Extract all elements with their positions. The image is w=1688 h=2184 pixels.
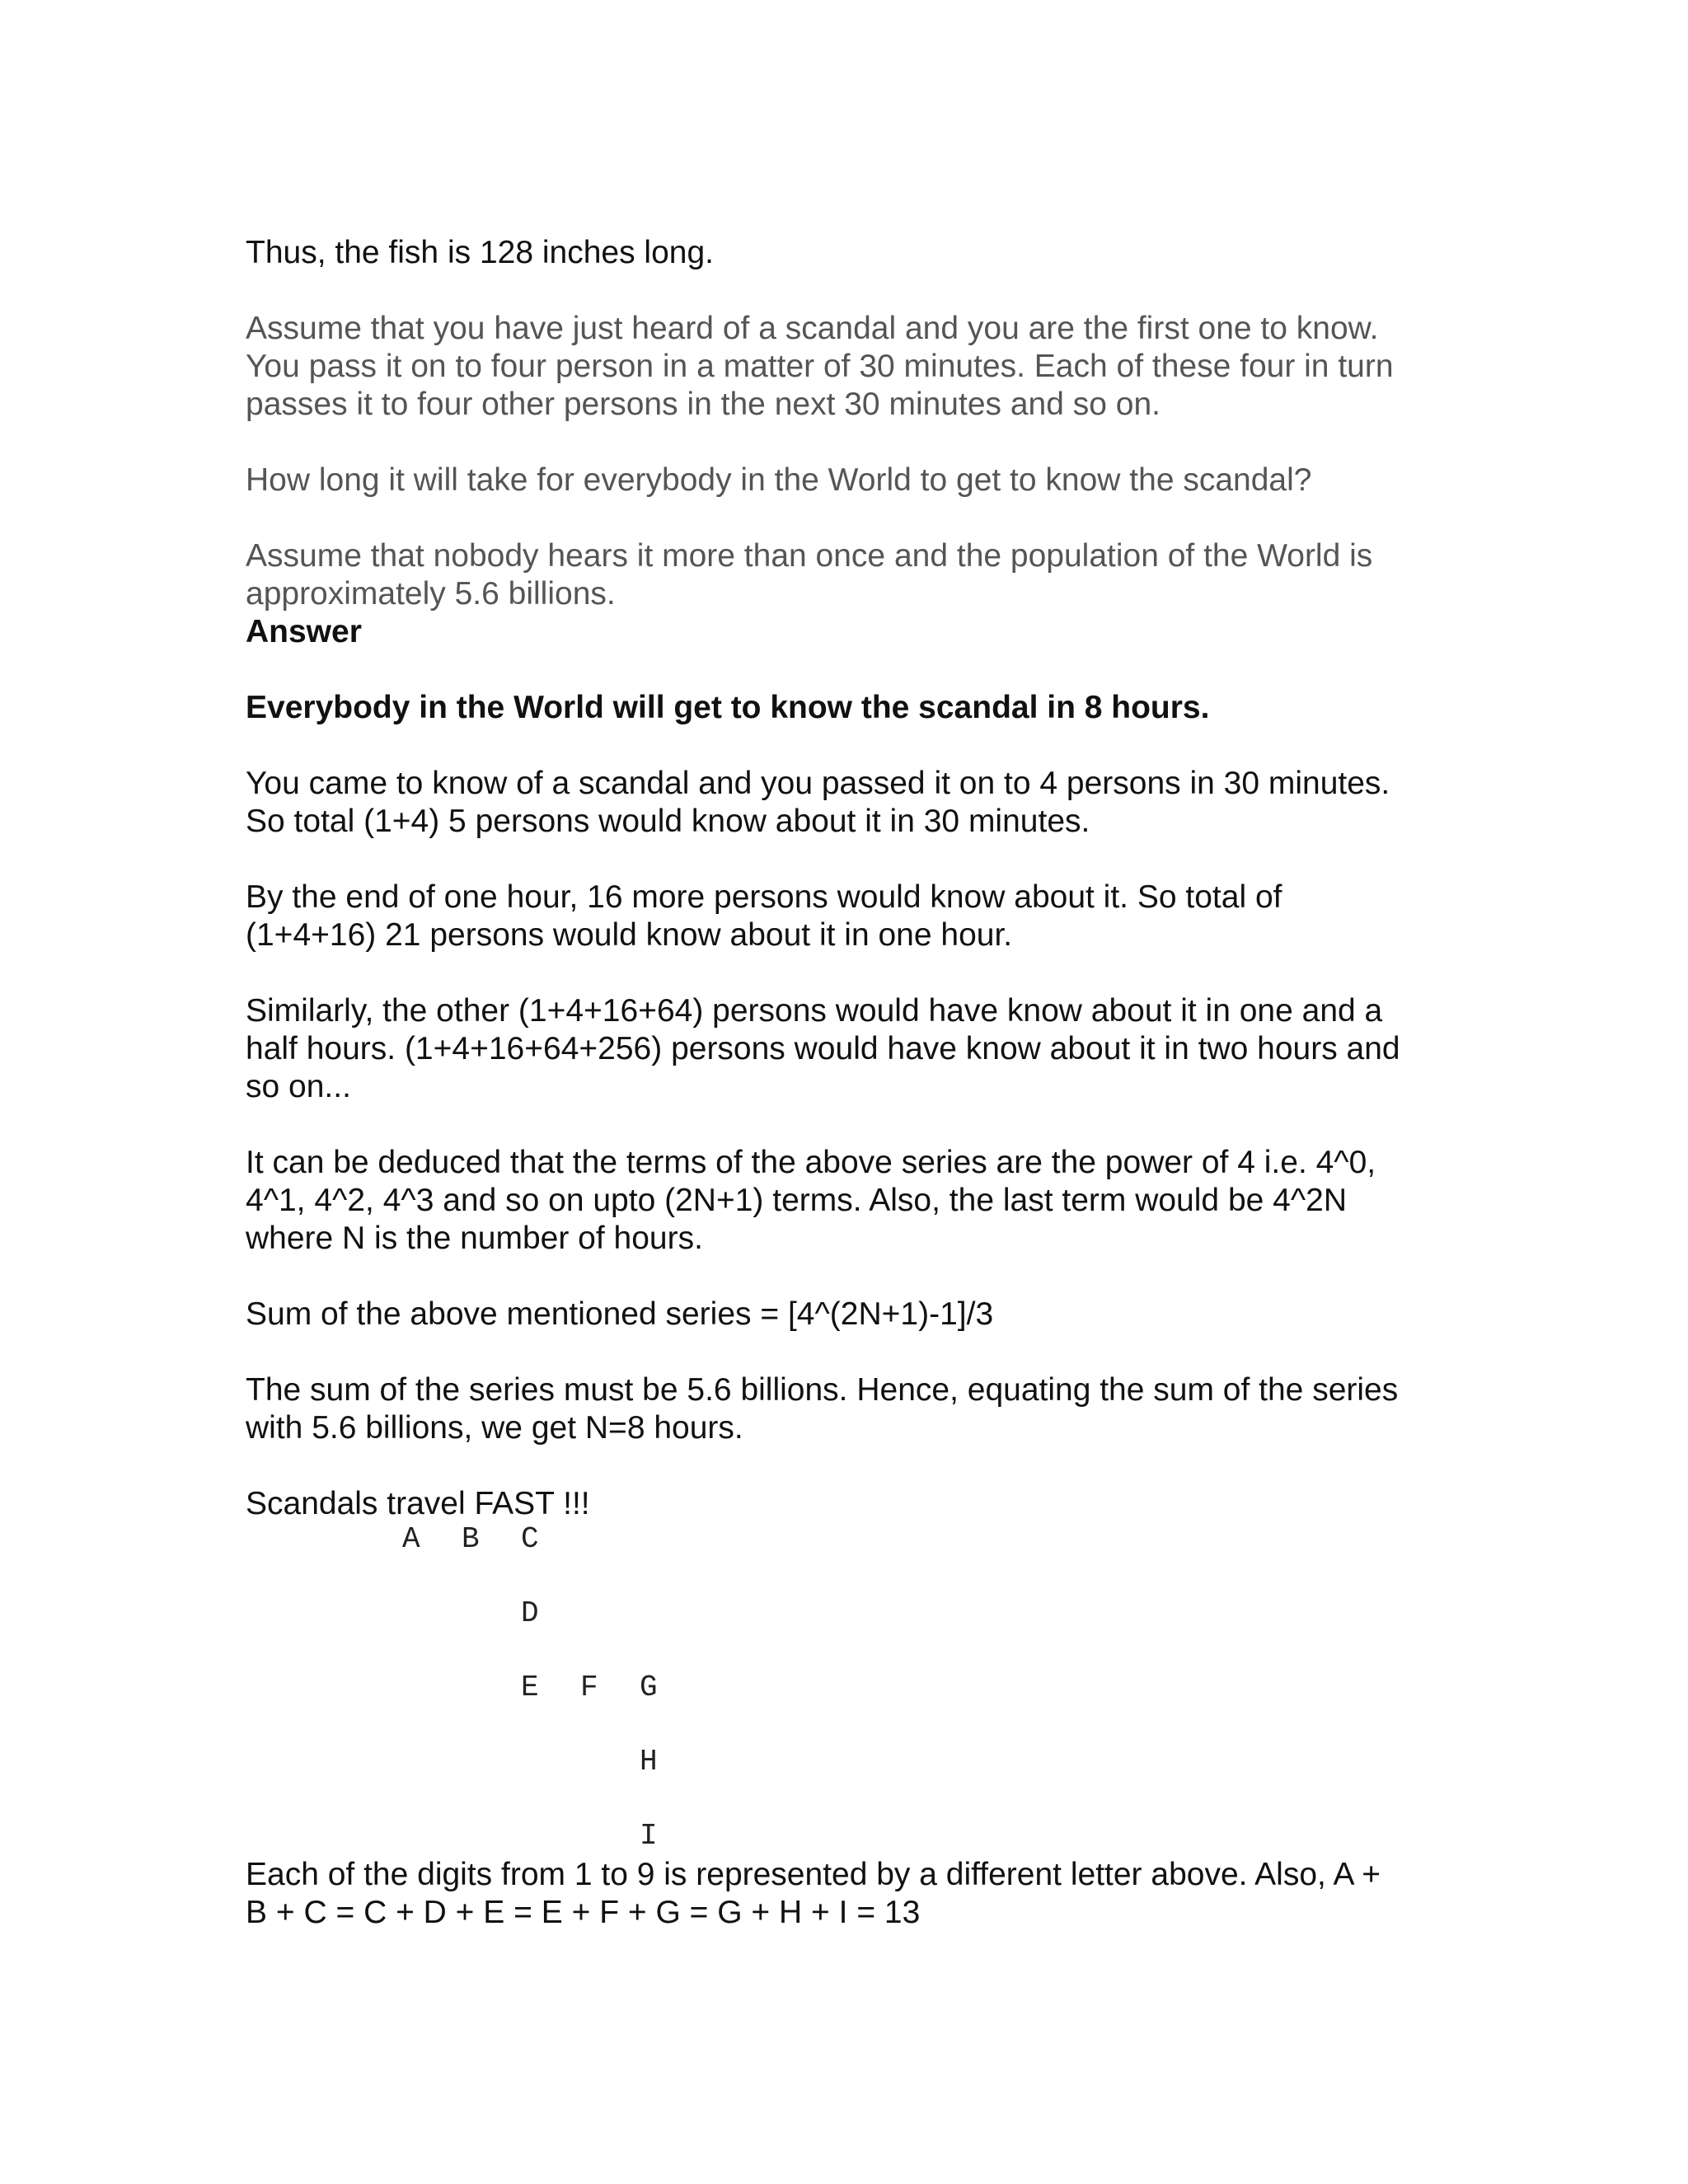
question-line-1: Assume that you have just heard of a scandal and you are the first one to know. bbox=[246, 311, 1379, 346]
answer-statement: Everybody in the World will get to know the scandal in 8 hours. bbox=[246, 690, 1210, 725]
next-puzzle-line-2: B + C = C + D + E = E + F + G = G + H + I = 13 bbox=[246, 1895, 921, 1930]
fish-length-line: Thus, the fish is 128 inches long. bbox=[246, 235, 714, 270]
grid-letter-i: I bbox=[640, 1819, 658, 1853]
explanation-2-line-2: (1+4+16) 21 persons would know about it in one hour. bbox=[246, 917, 1013, 953]
grid-letter-a: A bbox=[402, 1522, 420, 1556]
explanation-3-line-1: Similarly, the other (1+4+16+64) persons would have know about it in one and a bbox=[246, 993, 1383, 1029]
explanation-4-line-2: 4^1, 4^2, 4^3 and so on upto (2N+1) terms. Also, the last term would be 4^2N bbox=[246, 1183, 1347, 1218]
explanation-1-line-2: So total (1+4) 5 persons would know about it in 30 minutes. bbox=[246, 804, 1090, 839]
assumption-line-1: Assume that nobody hears it more than once and the population of the World is bbox=[246, 538, 1373, 574]
conclusion-line-1: The sum of the series must be 5.6 billions. Hence, equating the sum of the series bbox=[246, 1372, 1399, 1408]
grid-letter-e: E bbox=[521, 1671, 539, 1704]
grid-letter-b: B bbox=[462, 1522, 480, 1556]
grid-letter-c: C bbox=[521, 1522, 539, 1556]
question-text: How long it will take for everybody in the World to get to know the scandal? bbox=[246, 462, 1312, 498]
question-line-2: You pass it on to four person in a matter of 30 minutes. Each of these four in turn bbox=[246, 349, 1394, 384]
conclusion-line-2: with 5.6 billions, we get N=8 hours. bbox=[246, 1410, 743, 1446]
explanation-4-line-1: It can be deduced that the terms of the above series are the power of 4 i.e. 4^0, bbox=[246, 1145, 1376, 1180]
explanation-2-line-1: By the end of one hour, 16 more persons would know about it. So total of bbox=[246, 879, 1282, 915]
grid-letter-f: F bbox=[580, 1671, 598, 1704]
explanation-3-line-3: so on... bbox=[246, 1069, 351, 1104]
explanation-1-line-1: You came to know of a scandal and you passed it on to 4 persons in 30 minutes. bbox=[246, 766, 1390, 801]
next-puzzle-line-1: Each of the digits from 1 to 9 is represented by a different letter above. Also, A + bbox=[246, 1857, 1381, 1892]
explanation-4-line-3: where N is the number of hours. bbox=[246, 1221, 703, 1256]
tagline: Scandals travel FAST !!! bbox=[246, 1486, 590, 1521]
question-line-3: passes it to four other persons in the next 30 minutes and so on. bbox=[246, 387, 1160, 422]
grid-letter-g: G bbox=[640, 1671, 658, 1704]
series-sum-line: Sum of the above mentioned series = [4^(2N+1)-1]/3 bbox=[246, 1296, 994, 1332]
answer-heading: Answer bbox=[246, 614, 362, 649]
grid-letter-d: D bbox=[521, 1596, 539, 1630]
grid-letter-h: H bbox=[640, 1745, 658, 1779]
explanation-3-line-2: half hours. (1+4+16+64+256) persons would have know about it in two hours and bbox=[246, 1031, 1400, 1066]
assumption-line-2: approximately 5.6 billions. bbox=[246, 576, 616, 612]
